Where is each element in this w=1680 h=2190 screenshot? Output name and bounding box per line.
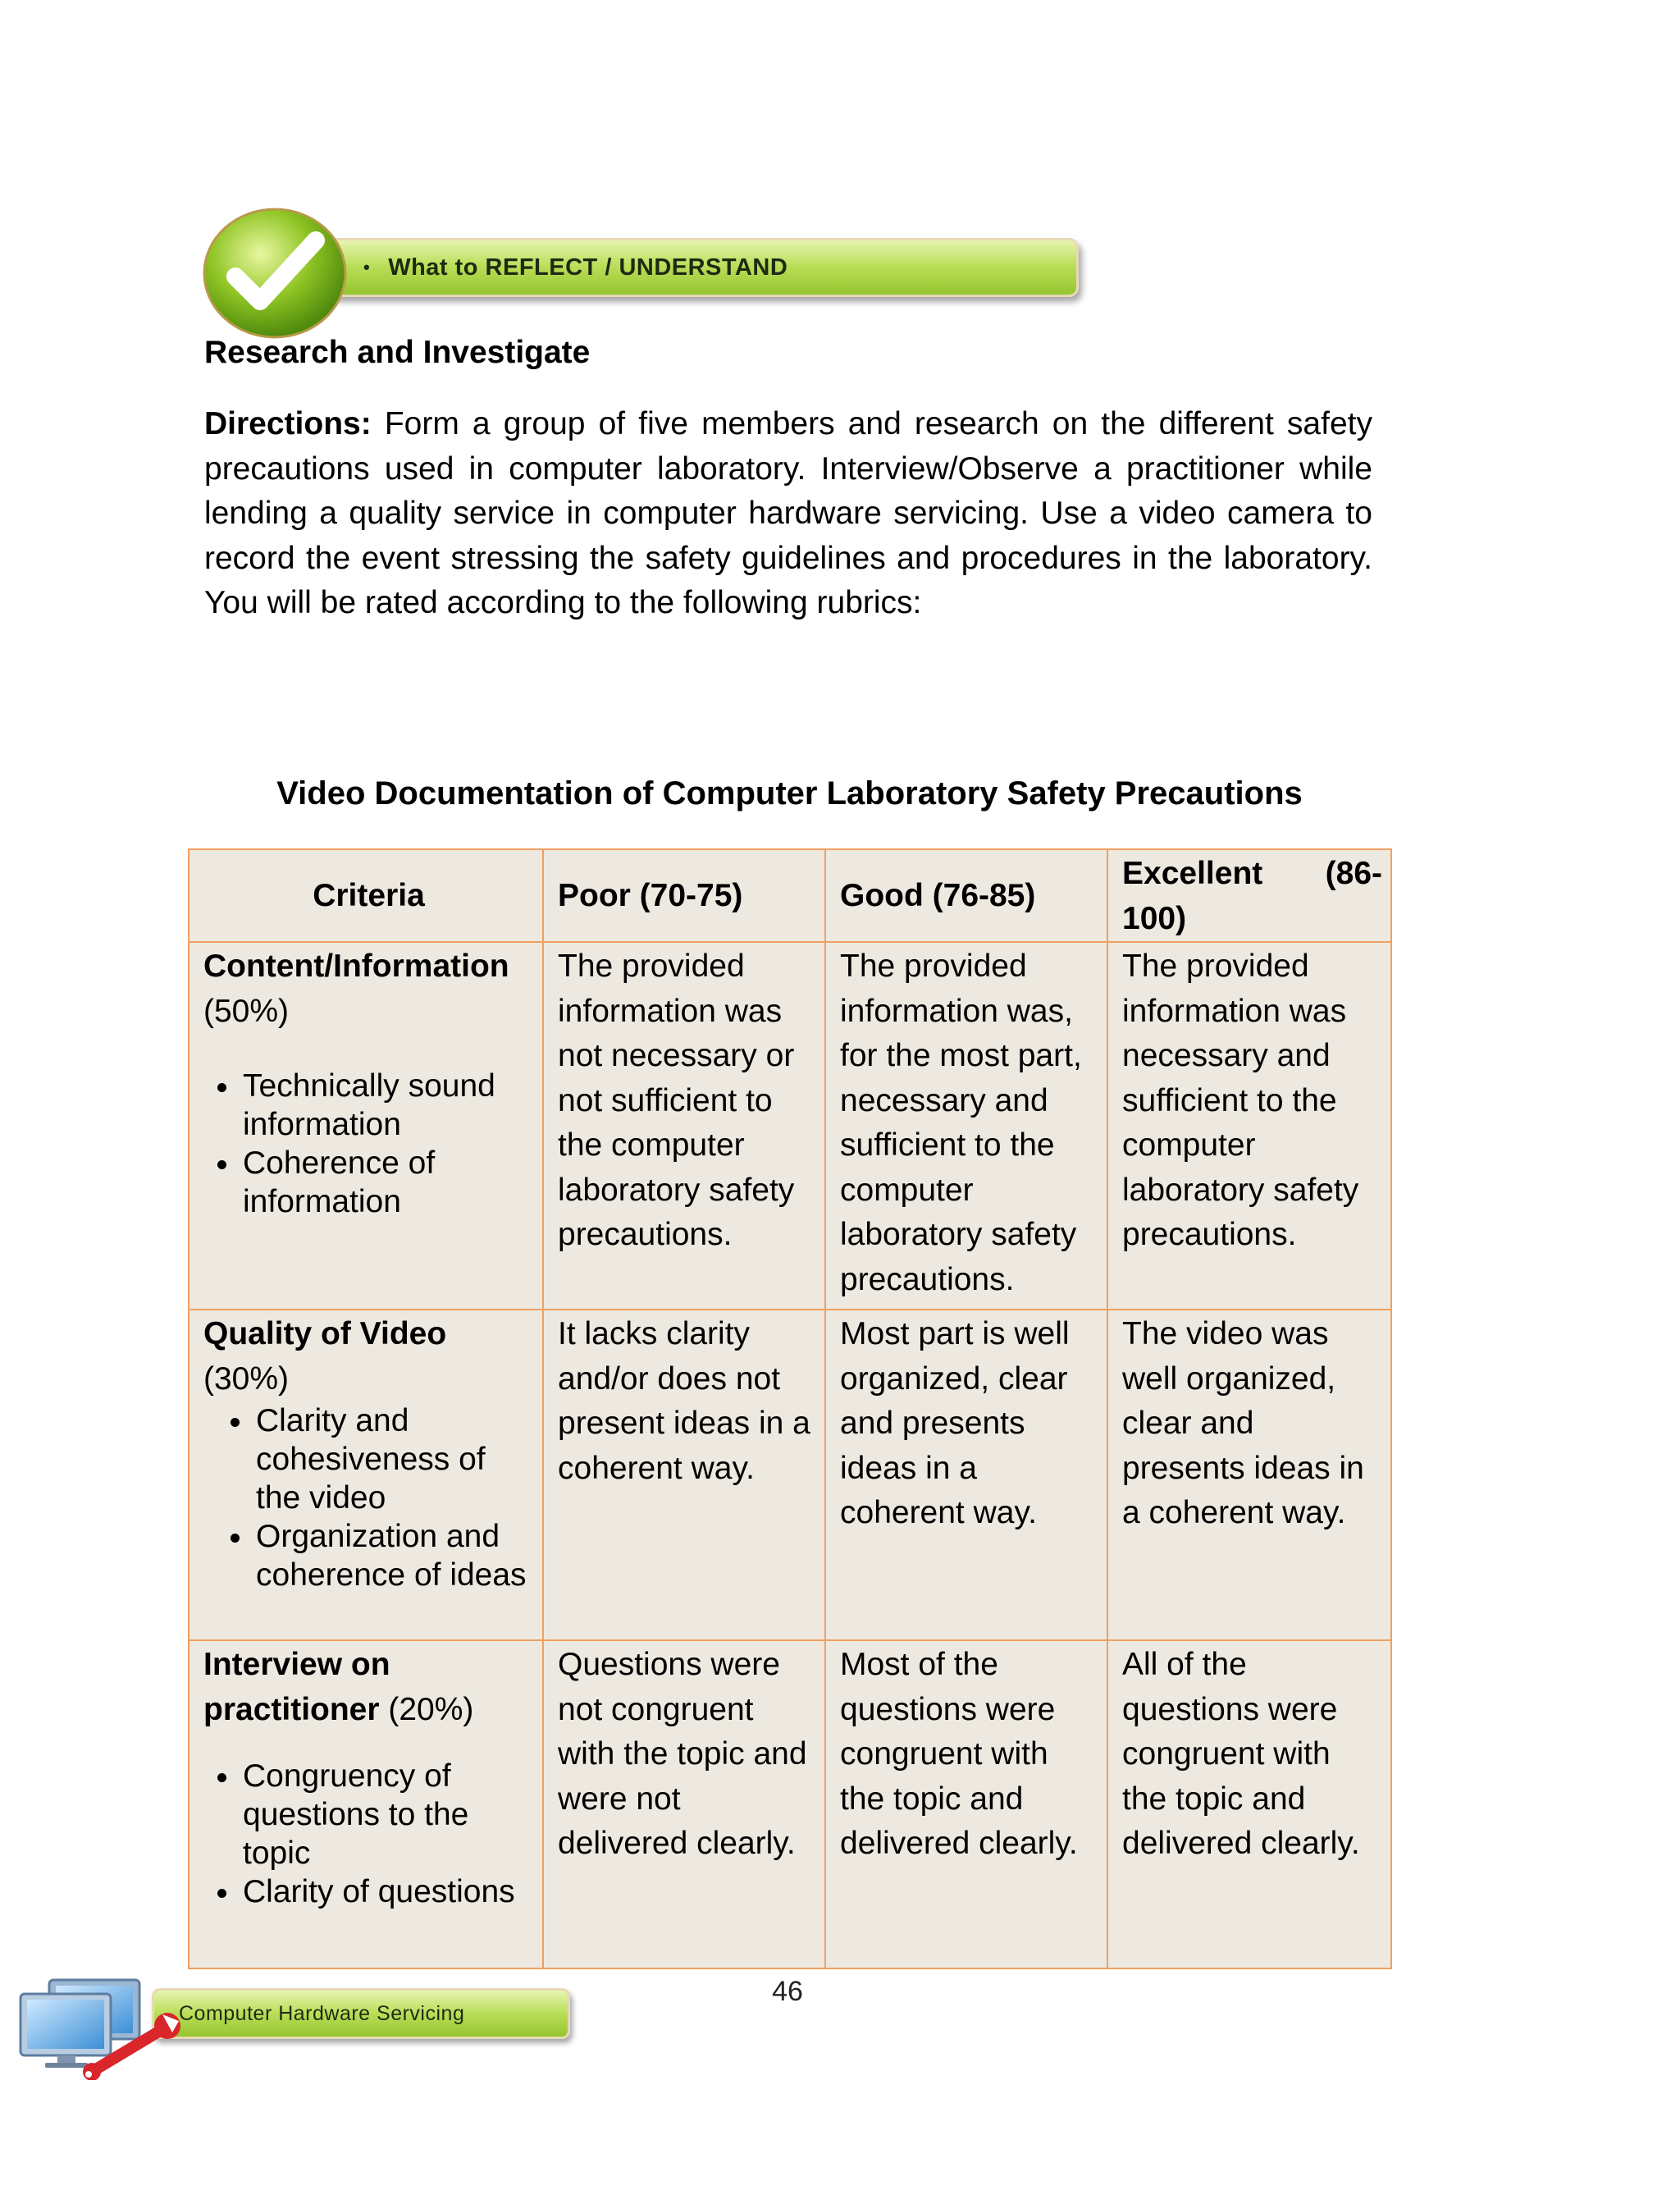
excellent-cell: All of the questions were congruent with the topic and delivered clearly. [1107, 1640, 1391, 1968]
footer-pill [152, 1988, 570, 2039]
criterion-weight: (20%) [379, 1691, 474, 1727]
good-cell: Most of the questions were congruent with the topic and delivered clearly. [825, 1640, 1107, 1968]
criterion-bullet: • Clarity of questions [241, 1872, 534, 1911]
rubric-table [188, 848, 1392, 1969]
table-header-row [189, 849, 1391, 942]
good-cell: The provided information was, for the most part, necessary and sufficient to the computer laboratory safety precautions. [825, 942, 1107, 1310]
header-good: Good (76-85) [825, 849, 1107, 942]
directions-paragraph [204, 402, 1372, 626]
criterion-name: Interview on practitioner [203, 1647, 390, 1727]
criterion-bullets [203, 1067, 534, 1221]
banner-bullet: • [363, 257, 371, 277]
criterion-bullets [203, 1757, 534, 1911]
directions-text: Form a group of five members and research on the different safety precautions used in computer laboratory. Interview/Observe a practitioner while lending a quality service in computer hardware servicing. Use a video camera to record the event stressing the safety guidelines and procedures in the laboratory. You will be rated according to the following rubrics: [204, 406, 1372, 620]
criterion-cell [189, 942, 543, 1310]
criterion-bullet: • Technically sound information [241, 1067, 534, 1144]
excellent-cell: The video was well organized, clear and presents ideas in a coherent way. [1107, 1310, 1391, 1640]
excellent-cell: The provided information was necessary and sufficient to the computer laboratory safety precautions. [1107, 942, 1391, 1310]
table-row [189, 1640, 1391, 1968]
page-number: 46 [772, 1976, 803, 2007]
section-title: Research and Investigate [204, 335, 591, 370]
criterion-cell [189, 1640, 543, 1968]
criterion-weight: (30%) [203, 1360, 290, 1397]
criterion-cell [189, 1310, 543, 1640]
checkmark-icon [201, 201, 349, 341]
header-excellent: Excellent (86-100) [1107, 849, 1391, 942]
banner-pill [312, 238, 1079, 297]
computer-wrench-icon [16, 1973, 189, 2080]
good-cell: Most part is well organized, clear and presents ideas in a coherent way. [825, 1310, 1107, 1640]
criterion-bullet: • Clarity and cohesiveness of the video [254, 1401, 534, 1517]
criterion-bullet: • Organization and coherence of ideas [254, 1517, 534, 1594]
criterion-bullet: • Congruency of questions to the topic [241, 1757, 534, 1872]
footer-badge-label: Computer Hardware Servicing [179, 2001, 465, 2025]
poor-cell: It lacks clarity and/or does not present ideas in a coherent way. [543, 1310, 825, 1640]
criterion-name: Content/Information [203, 949, 509, 984]
criterion-bullet: • Coherence of information [241, 1144, 534, 1221]
directions-lead: Directions: [204, 406, 372, 441]
poor-cell: The provided information was not necessary or not sufficient to the computer laboratory safety precautions. [543, 942, 825, 1310]
poor-cell: Questions were not congruent with the topic and were not delivered clearly. [543, 1640, 825, 1968]
banner-label: What to REFLECT / UNDERSTAND [388, 254, 788, 281]
criterion-bullets [203, 1401, 534, 1594]
criterion-name: Quality of Video [203, 1316, 447, 1351]
section-banner [201, 201, 882, 341]
table-row [189, 942, 1391, 1310]
header-poor: Poor (70-75) [543, 849, 825, 942]
header-criteria: Criteria [189, 849, 543, 942]
footer-badge [16, 1973, 574, 2080]
criterion-weight: (50%) [203, 993, 290, 1029]
table-row [189, 1310, 1391, 1640]
table-title: Video Documentation of Computer Laboratory Safety Precautions [276, 775, 1303, 812]
